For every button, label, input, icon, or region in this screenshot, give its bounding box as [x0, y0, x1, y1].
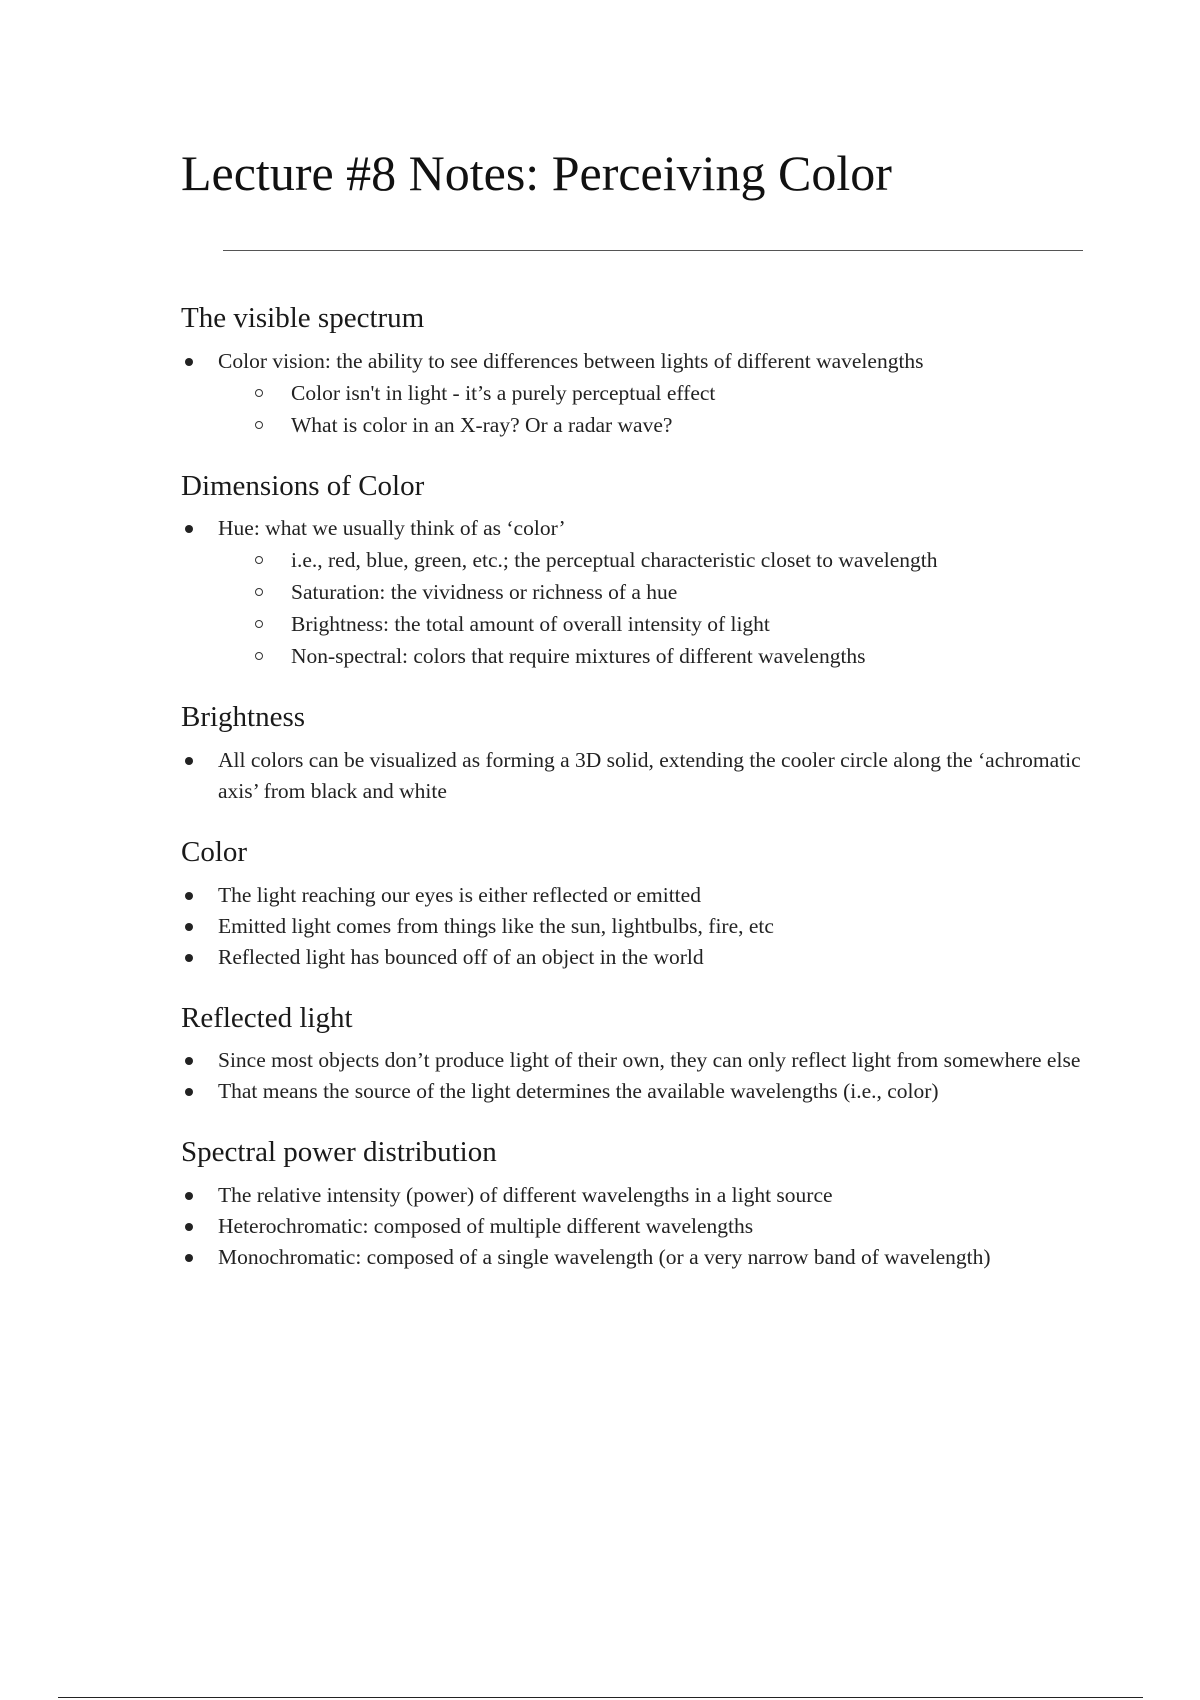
section-spectral-power-distribution — [181, 1134, 1101, 1273]
section-visible-spectrum — [181, 300, 1101, 441]
sub-list-item: Color isn't in light - it’s a purely perceptual effect — [218, 377, 1101, 409]
section-heading: The visible spectrum — [181, 302, 425, 334]
sub-bullet-list — [218, 544, 1101, 672]
sub-list-item: Saturation: the vividness or richness of a hue — [218, 576, 1101, 608]
bullet-list — [181, 1180, 1101, 1273]
section-dimensions-of-color — [181, 468, 1101, 673]
list-item: Emitted light comes from things like the sun, lightbulbs, fire, etc — [181, 911, 1101, 942]
list-item — [181, 346, 1101, 441]
list-item: Monochromatic: composed of a single wavelength (or a very narrow band of wavelength) — [181, 1242, 1101, 1273]
section-reflected-light — [181, 1000, 1101, 1108]
sub-list-item: What is color in an X-ray? Or a radar wave? — [218, 409, 1101, 441]
sub-list-item: Non-spectral: colors that require mixtures of different wavelengths — [218, 640, 1101, 672]
list-item: Heterochromatic: composed of multiple different wavelengths — [181, 1211, 1101, 1242]
bullet-list — [181, 880, 1101, 973]
section-heading: Brightness — [181, 701, 306, 734]
section-color — [181, 834, 1101, 973]
section-heading: Dimensions of Color — [181, 469, 425, 502]
page-bottom-rule — [58, 1697, 1143, 1698]
section-brightness — [181, 699, 1101, 807]
list-item-text: Color vision: the ability to see differences between lights of different wavelengths — [218, 348, 924, 373]
list-item: That means the source of the light determines the available wavelengths (i.e., color) — [181, 1076, 1101, 1107]
list-item: The relative intensity (power) of different wavelengths in a light source — [181, 1180, 1101, 1211]
bullet-list — [181, 745, 1101, 807]
title-divider — [223, 250, 1083, 251]
list-item-text: Hue: what we usually think of as ‘color’ — [218, 516, 566, 541]
section-heading: Spectral power distribution — [181, 1136, 497, 1169]
bullet-list — [181, 1045, 1101, 1107]
section-heading: Reflected light — [181, 1001, 353, 1034]
page-title: Lecture #8 Notes: Perceiving Color — [181, 145, 892, 201]
bullet-list — [181, 513, 1101, 672]
list-item: All colors can be visualized as forming a 3D solid, extending the cooler circle along the ‘achromatic axis’ from black and white — [181, 745, 1101, 807]
list-item: The light reaching our eyes is either reflected or emitted — [181, 880, 1101, 911]
list-item — [181, 513, 1101, 672]
sub-list-item: Brightness: the total amount of overall intensity of light — [218, 608, 1101, 640]
sub-bullet-list — [218, 377, 1101, 441]
bullet-list — [181, 346, 1101, 441]
notes-body — [181, 300, 1101, 1300]
sub-list-item: i.e., red, blue, green, etc.; the perceptual characteristic closet to wavelength — [218, 544, 1101, 576]
list-item: Since most objects don’t produce light of their own, they can only reflect light from somewhere else — [181, 1045, 1101, 1076]
list-item: Reflected light has bounced off of an object in the world — [181, 942, 1101, 973]
section-heading: Color — [181, 836, 248, 869]
